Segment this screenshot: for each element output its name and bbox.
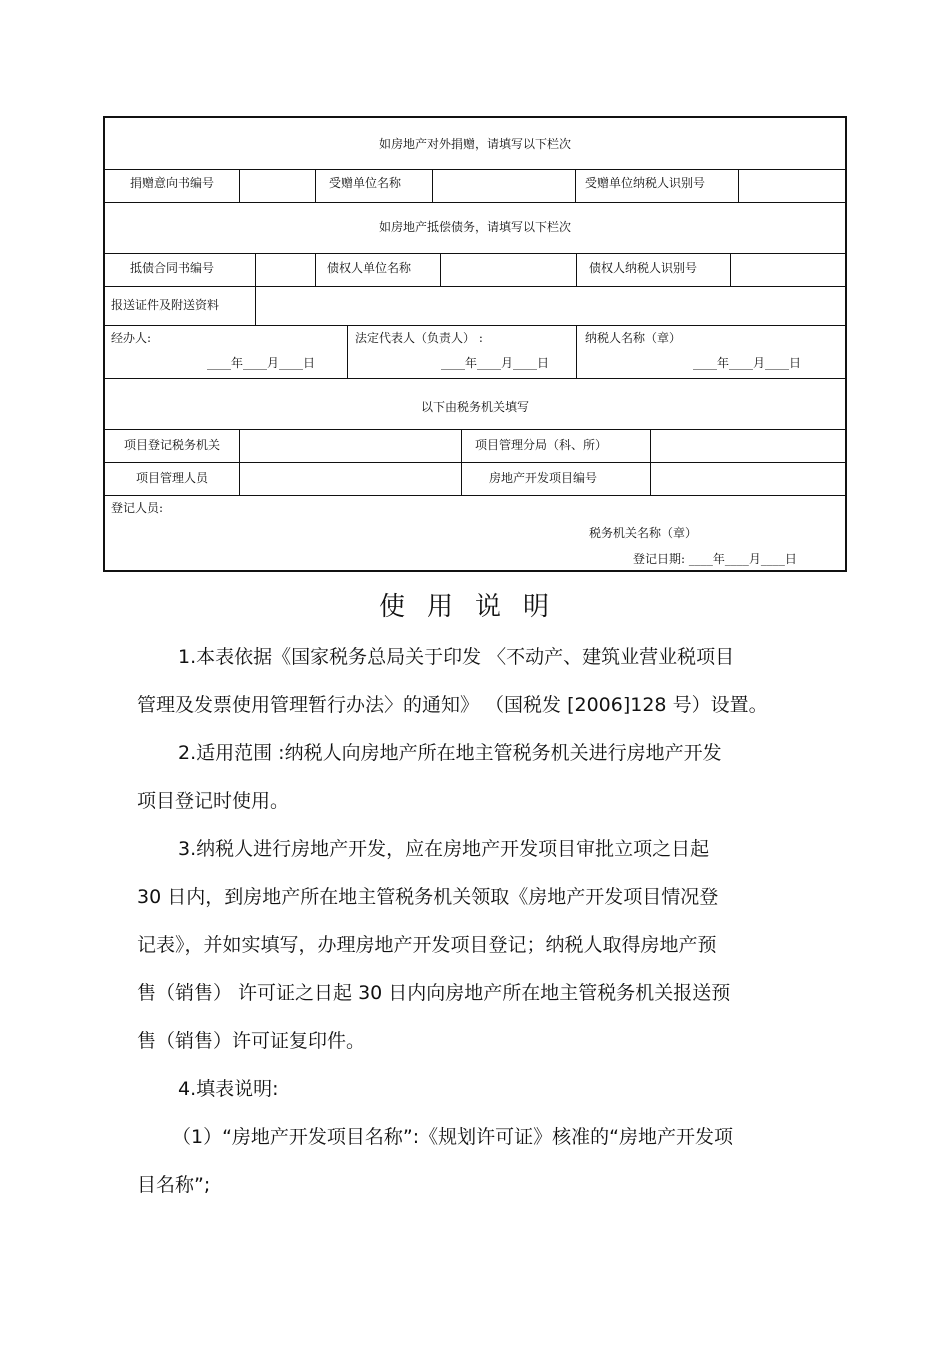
col-divider xyxy=(576,325,577,378)
legal-rep-label: 法定代表人（负责人） : xyxy=(355,331,483,345)
col-divider xyxy=(650,429,651,495)
col-divider xyxy=(440,253,441,286)
donation-intent-number-label: 捐赠意向书编号 xyxy=(129,176,214,190)
recipient-name-label: 受赠单位名称 xyxy=(329,176,402,190)
debt-contract-number-label: 抵债合同书编号 xyxy=(129,261,214,275)
instruction-line: 1.本表依据《国家税务总局关于印发 〈不动产、建筑业营业税项目 xyxy=(178,646,735,668)
debt-section-header: 如房地产抵偿债务，请填写以下栏次 xyxy=(378,220,571,234)
instruction-line: （1）“房地产开发项目名称”:《规划许可证》核准的“房地产开发项 xyxy=(172,1126,734,1148)
registration-form-table xyxy=(103,116,847,572)
handler-label: 经办人: xyxy=(111,331,152,345)
col-divider xyxy=(255,253,256,286)
col-divider xyxy=(432,169,433,202)
row-divider xyxy=(105,378,845,379)
handler-date: ____年____月____日 xyxy=(207,356,316,370)
instructions-title: 使用说明 xyxy=(378,592,571,622)
registering-tax-office-label: 项目登记税务机关 xyxy=(123,438,220,452)
col-divider xyxy=(461,429,462,495)
col-divider xyxy=(730,253,731,286)
instruction-line: 售（销售） 许可证之日起 30 日内向房地产所在地主管税务机关报送预 xyxy=(137,982,731,1004)
instruction-line: 4.填表说明: xyxy=(178,1078,279,1100)
legal-rep-date: ____年____月____日 xyxy=(441,356,550,370)
taxpayer-seal-label: 纳税人名称（章） xyxy=(585,331,682,345)
tax-office-section-header: 以下由税务机关填写 xyxy=(420,400,529,414)
col-divider xyxy=(239,169,240,202)
donation-section-header: 如房地产对外捐赠，请填写以下栏次 xyxy=(378,137,571,151)
creditor-name-label: 债权人单位名称 xyxy=(327,261,412,275)
register-date: 登记日期: ____年____月____日 xyxy=(633,552,797,566)
management-branch-label: 项目管理分局（科、所） xyxy=(475,438,608,452)
row-divider xyxy=(105,429,845,430)
instruction-line: 2.适用范围 :纳税人向房地产所在地主管税务机关进行房地产开发 xyxy=(178,742,722,764)
instruction-line: 管理及发票使用管理暂行办法〉的通知》 （国税发 [2006]128 号）设置。 xyxy=(137,694,768,716)
row-divider xyxy=(105,286,845,287)
instruction-line: 售（销售）许可证复印件。 xyxy=(137,1030,366,1052)
row-divider xyxy=(105,169,845,170)
col-divider xyxy=(347,325,348,378)
col-divider xyxy=(255,286,256,325)
row-divider xyxy=(105,325,845,326)
col-divider xyxy=(738,169,739,202)
row-divider xyxy=(105,495,845,496)
registrar-label: 登记人员: xyxy=(111,501,164,515)
recipient-taxpayer-id-label: 受赠单位纳税人识别号 xyxy=(585,176,706,190)
col-divider xyxy=(239,429,240,495)
instruction-line: 项目登记时使用。 xyxy=(137,790,290,812)
instruction-line: 目名称”; xyxy=(137,1174,211,1196)
documents-label: 报送证件及附送资料 xyxy=(111,298,220,312)
col-divider xyxy=(575,169,576,202)
instruction-line: 3.纳税人进行房地产开发，应在房地产开发项目审批立项之日起 xyxy=(178,838,710,860)
creditor-taxpayer-id-label: 债权人纳税人识别号 xyxy=(589,261,698,275)
taxpayer-date: ____年____月____日 xyxy=(693,356,802,370)
tax-office-seal-label: 税务机关名称（章） xyxy=(589,526,698,540)
col-divider xyxy=(315,169,316,202)
project-manager-label: 项目管理人员 xyxy=(135,471,208,485)
row-divider xyxy=(105,253,845,254)
row-divider xyxy=(105,202,845,203)
project-number-label: 房地产开发项目编号 xyxy=(489,471,598,485)
col-divider xyxy=(315,253,316,286)
instruction-line: 记表》，并如实填写，办理房地产开发项目登记；纳税人取得房地产预 xyxy=(137,934,717,956)
row-divider xyxy=(105,462,845,463)
col-divider xyxy=(576,253,577,286)
instruction-line: 30 日内，到房地产所在地主管税务机关领取《房地产开发项目情况登 xyxy=(137,886,719,908)
